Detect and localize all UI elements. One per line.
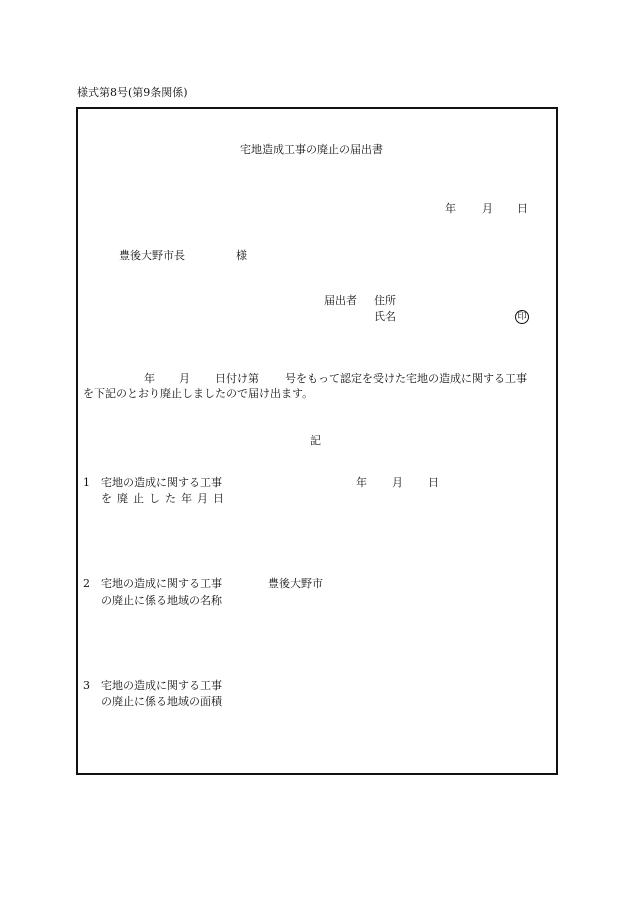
item-number: 2 — [83, 577, 90, 590]
body-year-label: 年 — [144, 372, 155, 385]
notifier-label: 届出者 — [324, 294, 357, 307]
item-label-line1: 宅地の造成に関する工事 — [101, 679, 222, 692]
item-number: 3 — [83, 679, 90, 692]
address-label: 住所 — [374, 294, 396, 307]
date-day-label: 日 — [517, 202, 528, 215]
item-number: 1 — [83, 476, 90, 489]
addressee-name: 豊後大野市長 — [119, 249, 185, 262]
item-value: 豊後大野市 — [268, 577, 323, 590]
date-year-label: 年 — [445, 202, 456, 215]
body-rest: 号をもって認定を受けた宅地の造成に関する工事 — [285, 372, 527, 385]
item-label-line1: 宅地の造成に関する工事 — [101, 476, 222, 489]
body-dated-no: 日付け第 — [215, 372, 259, 385]
form-number: 様式第8号(第9条関係) — [77, 86, 188, 99]
body-text-line2: を下記のとおり廃止しましたので届け出ます。 — [83, 387, 314, 400]
item-label-line1: 宅地の造成に関する工事 — [101, 577, 222, 590]
item-label-line2: の廃止に係る地域の名称 — [101, 594, 222, 607]
form-box — [76, 107, 558, 775]
item-month-label: 月 — [392, 476, 403, 489]
body-month-label: 月 — [179, 372, 190, 385]
item-label-line2: の廃止に係る地域の面積 — [101, 695, 222, 708]
seal-mark: 印 — [515, 310, 529, 324]
item-day-label: 日 — [428, 476, 439, 489]
item-label-line2: を廃止した年月日 — [101, 492, 229, 505]
form-title: 宅地造成工事の廃止の届出書 — [240, 143, 383, 156]
name-label: 氏名 — [374, 310, 396, 323]
ki-heading: 記 — [310, 434, 321, 447]
addressee-honorific: 様 — [236, 249, 247, 262]
date-month-label: 月 — [482, 202, 493, 215]
item-year-label: 年 — [356, 476, 367, 489]
